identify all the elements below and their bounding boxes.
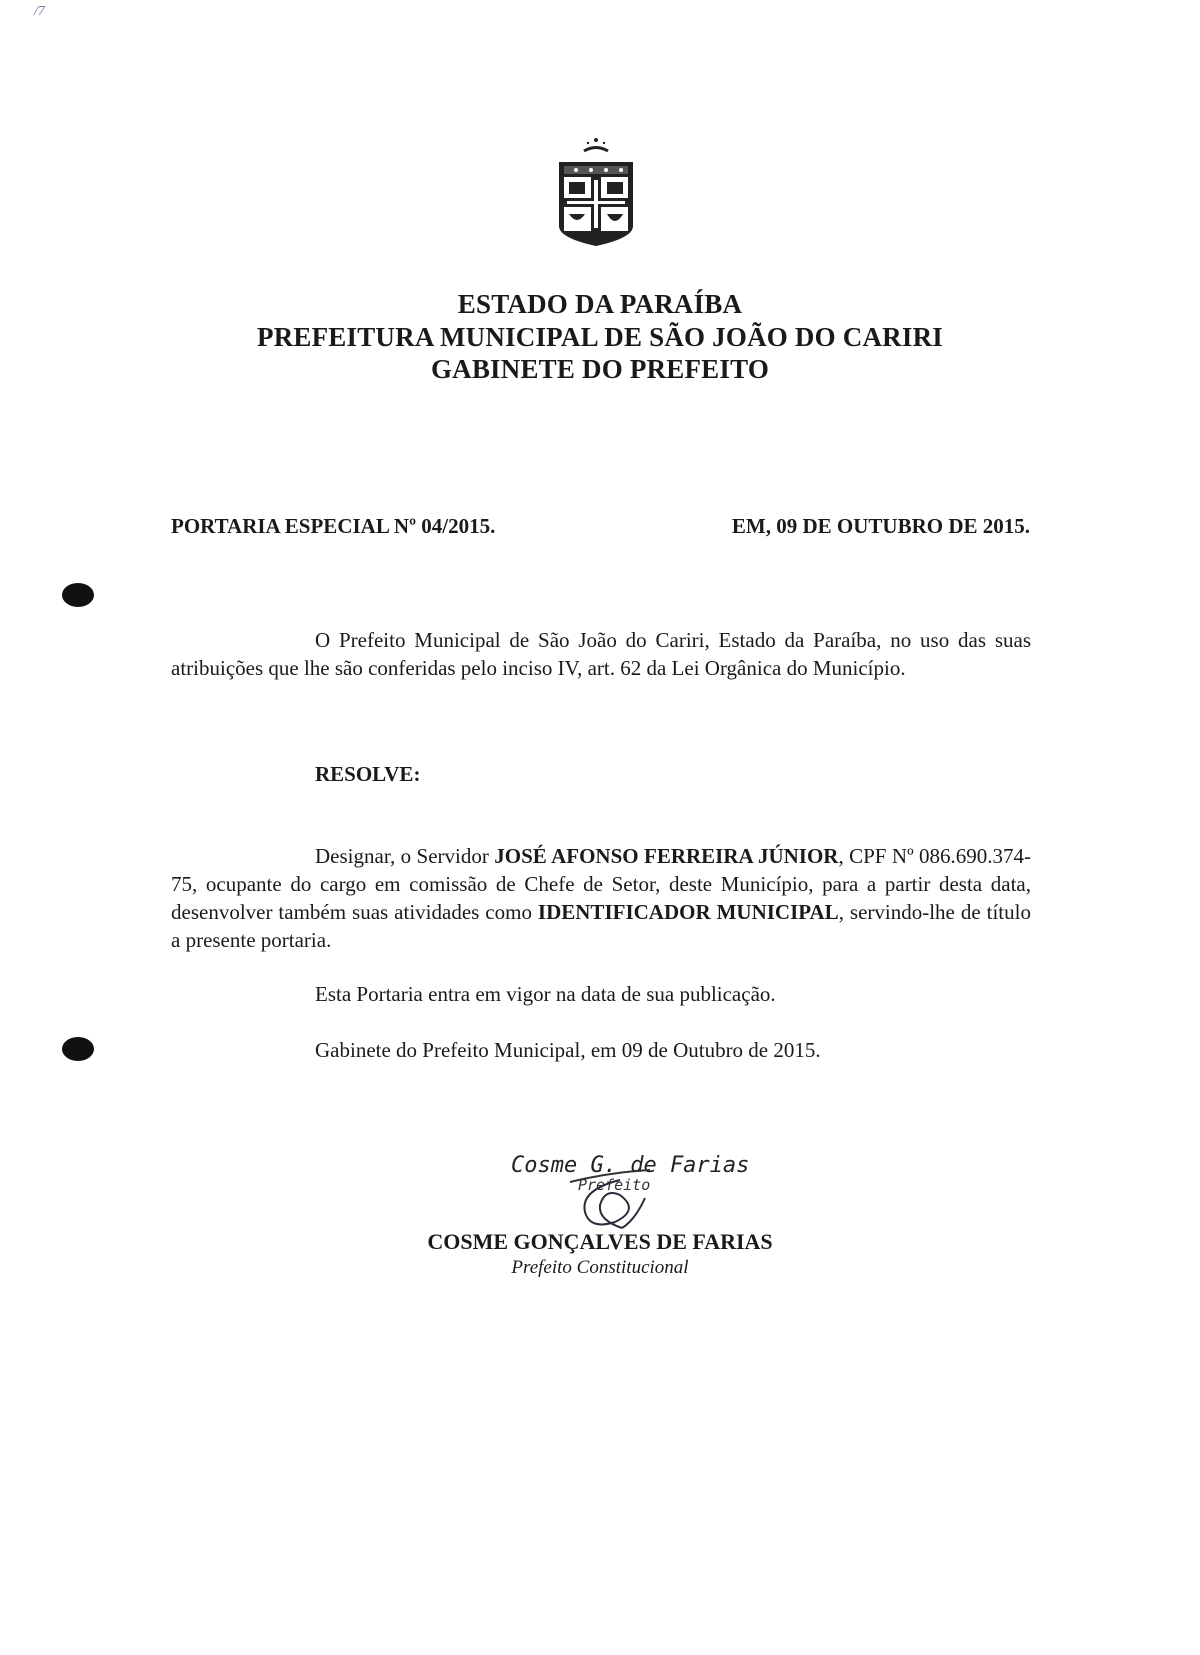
vigor-statement: Esta Portaria entra em vigor na data de sua publicação. xyxy=(315,982,776,1006)
signature-stamp-title: Prefeito xyxy=(578,1176,651,1194)
servidor-name: JOSÉ AFONSO FERREIRA JÚNIOR xyxy=(494,844,839,868)
intro-text: O Prefeito Municipal de São João do Cariri, Estado da Paraíba, no uso das suas atribuições que lhe são conferidas pelo inciso IV, art. 62 da Lei Orgânica do Município. xyxy=(171,628,1031,680)
role-name: IDENTIFICADOR MUNICIPAL xyxy=(537,900,839,924)
intro-paragraph xyxy=(171,626,1031,682)
punch-hole-bottom xyxy=(62,1037,94,1061)
portaria-number: PORTARIA ESPECIAL Nº 04/2015. xyxy=(171,514,496,538)
resolve-heading: RESOLVE: xyxy=(315,762,421,786)
designar-text-3: , servindo-lhe de título a presente portaria. xyxy=(171,900,1031,952)
designar-text-2: , CPF Nº 086.690.374-75, ocupante do cargo em comissão de Chefe de Setor, deste Município, para a partir desta data, desenvolver também suas atividades como xyxy=(171,844,1031,924)
page-mark: /7 xyxy=(34,4,45,19)
signer-name: COSME GONÇALVES DE FARIAS xyxy=(427,1229,773,1254)
header-state: ESTADO DA PARAÍBA xyxy=(457,289,743,319)
coat-of-arms-icon xyxy=(551,134,641,250)
portaria-date: EM, 09 DE OUTUBRO DE 2015. xyxy=(731,514,1030,538)
designar-text-1: Designar, o Servidor xyxy=(315,844,495,868)
signer-title: Prefeito Constitucional xyxy=(511,1257,689,1278)
gabinete-statement: Gabinete do Prefeito Municipal, em 09 de Outubro de 2015. xyxy=(315,1038,821,1062)
signature-stamp-name: Cosme G. de Farias xyxy=(511,1153,750,1178)
punch-hole-top xyxy=(62,583,94,607)
header-prefeitura: PREFEITURA MUNICIPAL DE SÃO JOÃO DO CARIRI xyxy=(257,322,943,352)
designar-paragraph xyxy=(171,842,1031,954)
header-gabinete: GABINETE DO PREFEITO xyxy=(430,354,770,384)
